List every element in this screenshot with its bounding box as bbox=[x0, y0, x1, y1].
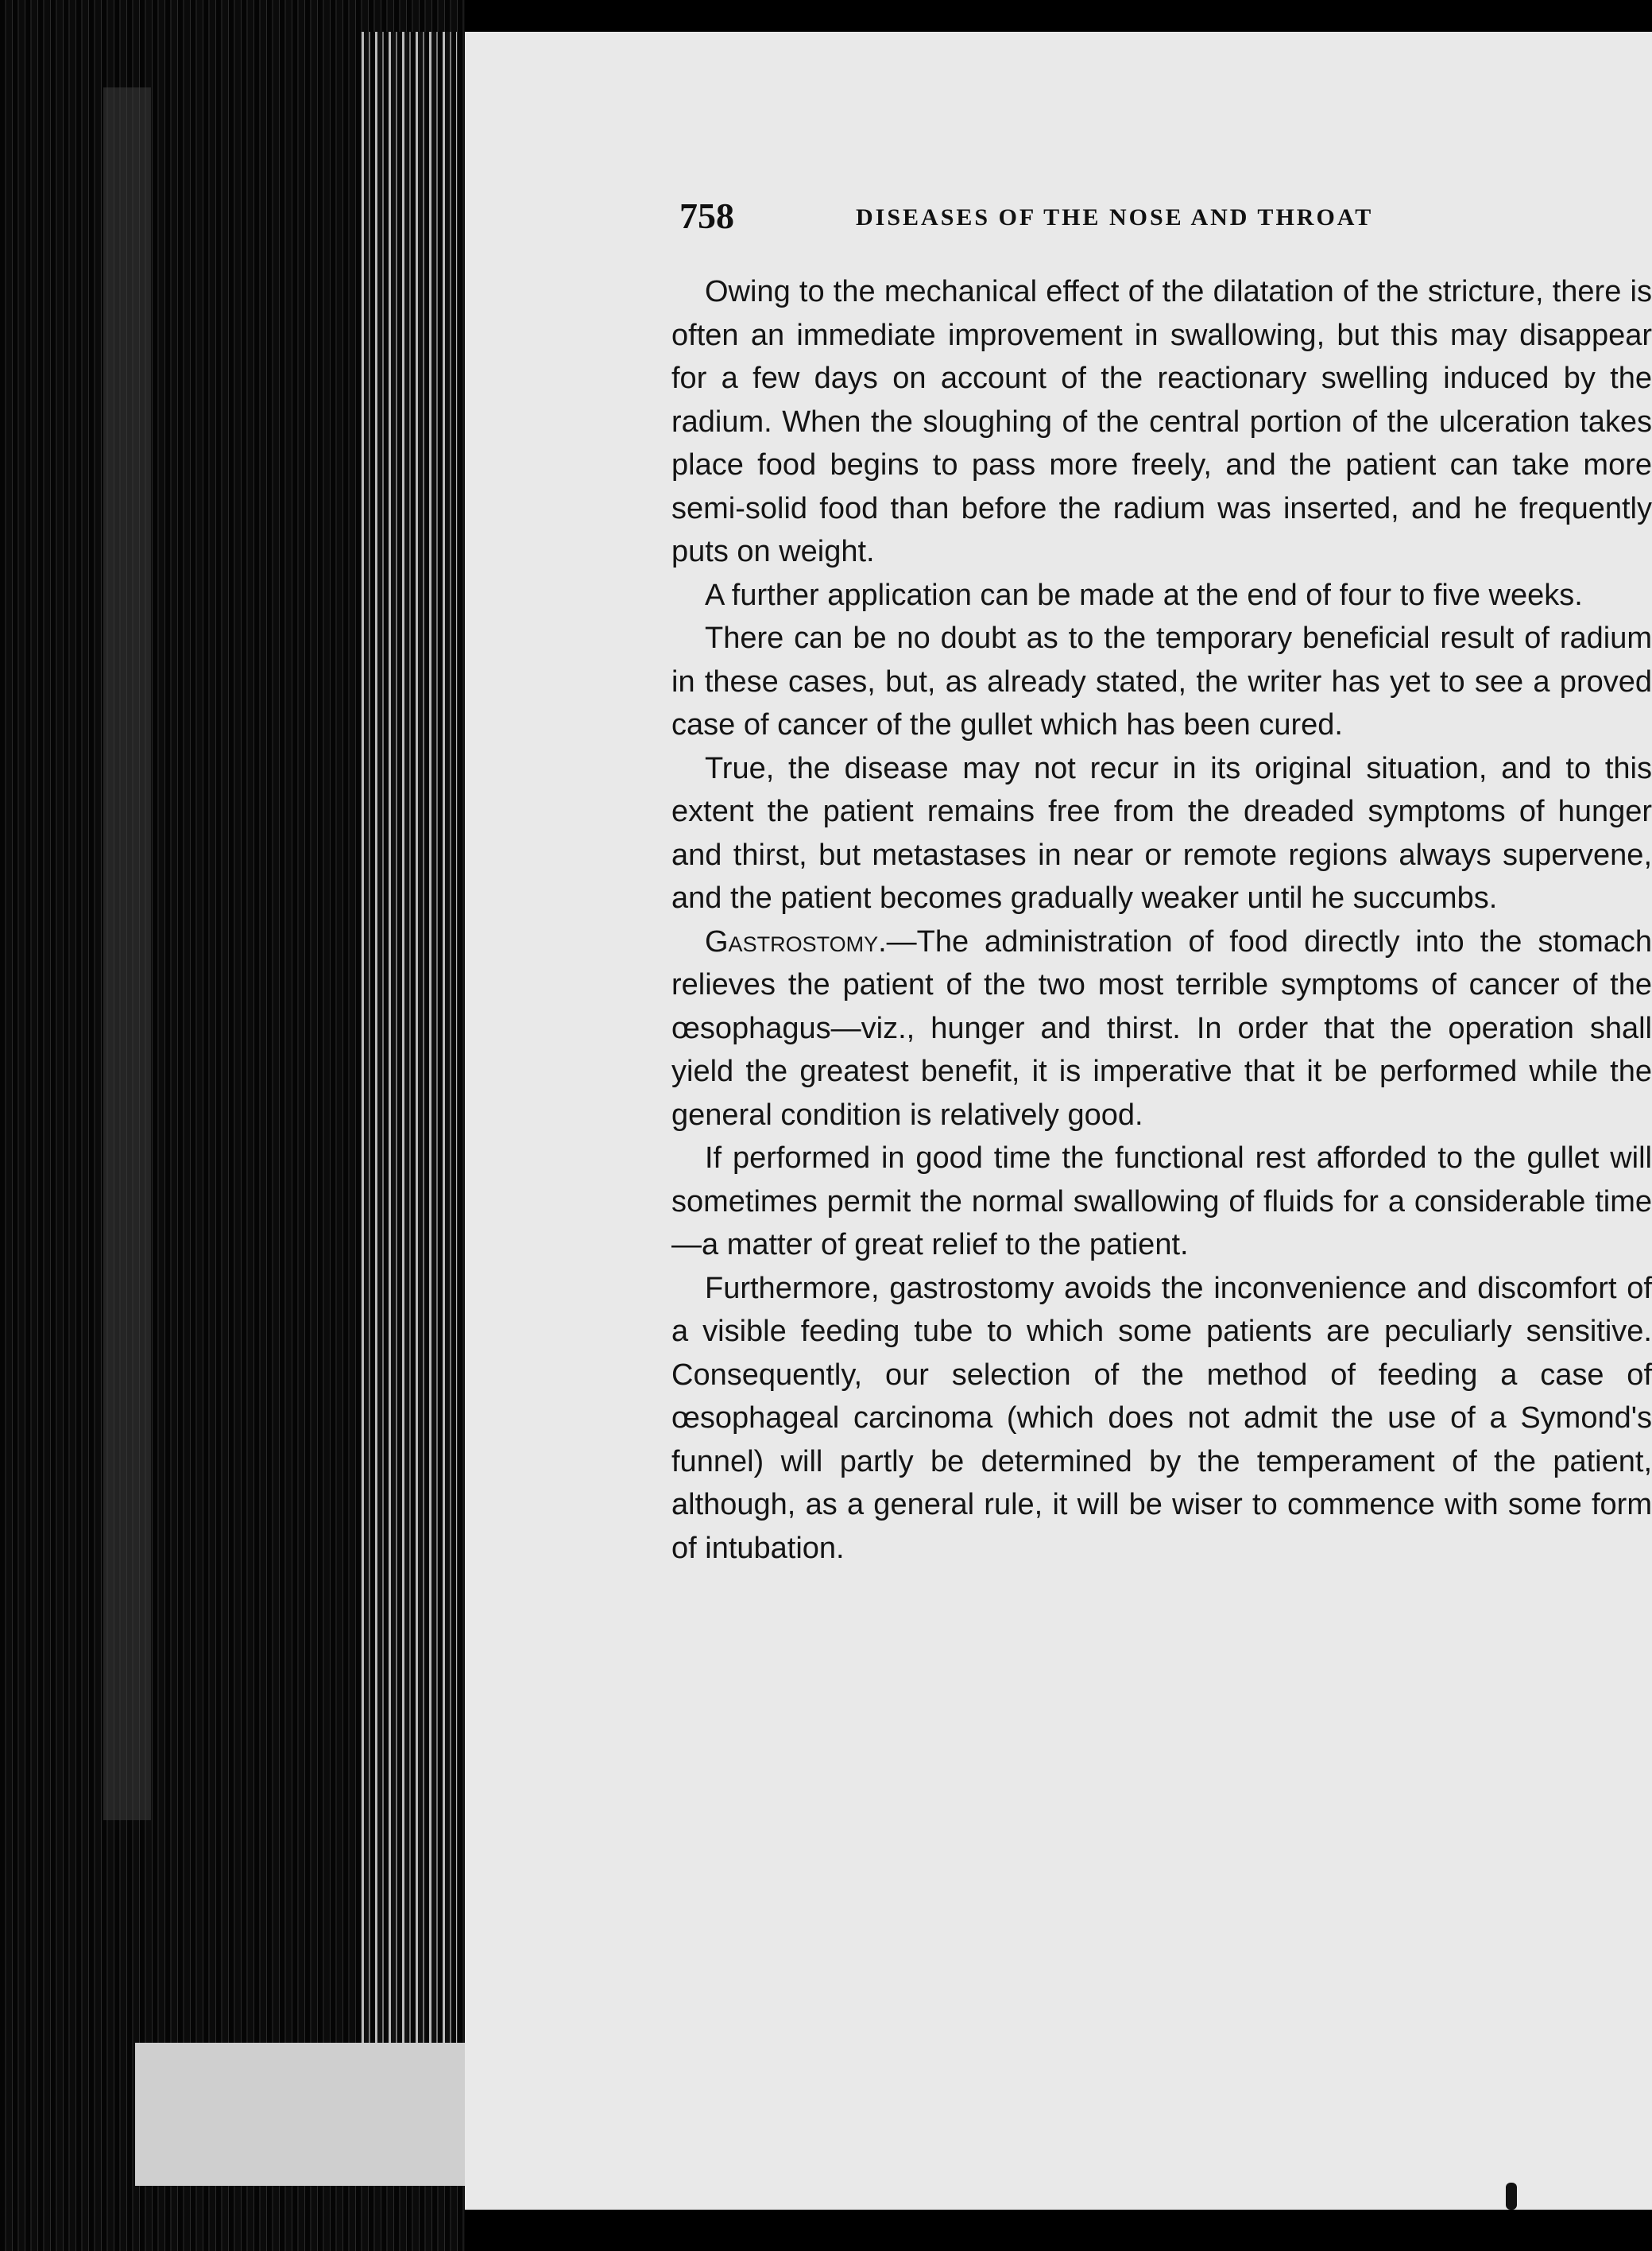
paragraph-further-application: A further application can be made at the end of four to five weeks. bbox=[705, 578, 1583, 612]
gastrostomy-heading: Gastrostomy. bbox=[705, 924, 887, 959]
book-binding-margin bbox=[0, 0, 465, 2251]
gastrostomy-text: —The administration of food directly into the stomach relieves the patient of the two most terrible symptoms of cancer of the œsophagus—viz., hunger and thirst. In order that the operation shall yield the greatest benefit, it is imperative that it be performed while the general condition is relatively good. bbox=[671, 924, 1652, 1132]
running-head: DISEASES OF THE NOSE AND THROAT bbox=[856, 204, 1374, 231]
paragraph-furthermore: Furthermore, gastrostomy avoids the inconvenience and discomfort of a visible feeding tube to which some patients are peculiarly sensitive. Consequently, our selection of the method of feeding a case of œsophageal carcinoma (which does not admit the use of a Symond's funnel) will partly be determined by the temperament of the patient, although, as a general rule, it will be wiser to commence with some form of intubation. bbox=[671, 1271, 1652, 1565]
paragraph-gastrostomy bbox=[671, 920, 1652, 1137]
paragraph-dilatation: Owing to the mechanical effect of the dilatation of the stricture, there is often an immediate improvement in swallowing, but this may disappear for a few days on account of the reactionary swelling induced by the radium. When the sloughing of the central portion of the ulceration takes place food begins to pass more freely, and the patient can take more semi-solid food than before the radium was inserted, and he frequently puts on weight. bbox=[671, 275, 1652, 568]
scan-speck bbox=[1506, 2183, 1517, 2210]
page-number: 758 bbox=[679, 196, 734, 236]
paragraph-radium-result: There can be no doubt as to the temporary beneficial result of radium in these cases, but, as already stated, the writer has yet to see a proved case of cancer of the gullet which has been cured. bbox=[671, 622, 1652, 742]
scan-shadow bbox=[103, 87, 151, 1820]
scanner-bed bbox=[135, 2043, 465, 2186]
paragraph-functional-rest: If performed in good time the functional rest afforded to the gullet will sometimes permit the normal swallowing of fluids for a considerable time—a matter of great relief to the patient. bbox=[671, 1141, 1652, 1261]
paragraph-recurrence: True, the disease may not recur in its original situation, and to this extent the patient remains free from the dreaded symptoms of hunger and thirst, but metastases in near or remote regions always supervene, and the patient becomes gradually weaker until he succumbs. bbox=[671, 751, 1652, 915]
body-text bbox=[671, 270, 1652, 1908]
book-page bbox=[465, 32, 1652, 2210]
page-header bbox=[679, 195, 1633, 242]
page-edges bbox=[362, 32, 457, 2067]
